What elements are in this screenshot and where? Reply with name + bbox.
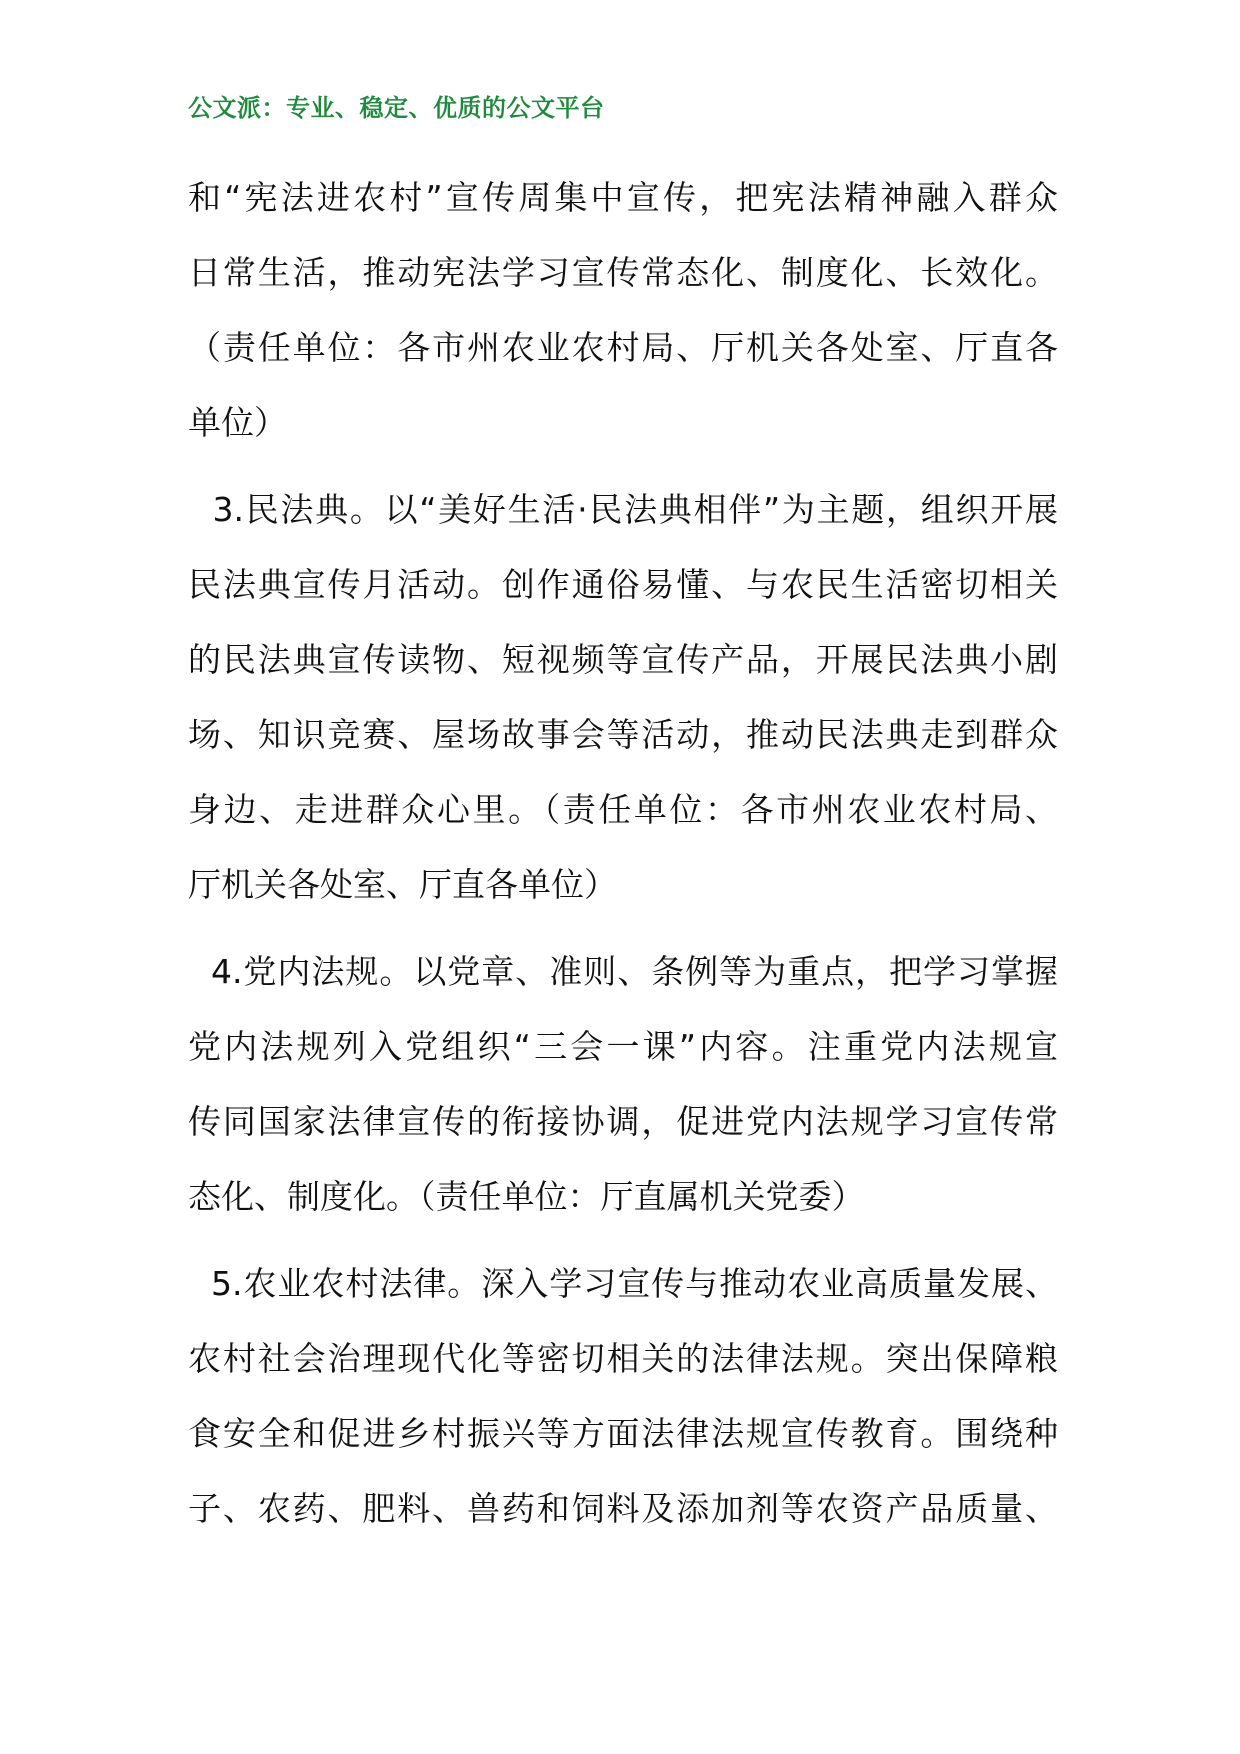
- text-line: 和“宪法进农村”宣传周集中宣传，把宪法精神融入群众: [188, 178, 1058, 217]
- text-line: 4.党内法规。以党章、准则、条例等为重点，把学习掌握: [188, 952, 1058, 991]
- paragraph-agricultural-law: [188, 1246, 1058, 1546]
- text-line: 场、知识竞赛、屋场故事会等活动，推动民法典走到群众: [188, 715, 1058, 754]
- paragraph: [188, 160, 1058, 460]
- text-line: 厅机关各处室、厅直各单位）: [188, 865, 617, 904]
- text-line: 5.农业农村法律。深入学习宣传与推动农业高质量发展、: [188, 1264, 1058, 1303]
- paragraph-civil-code: [188, 472, 1058, 922]
- text-line: 党内法规列入党组织“三会一课”内容。注重党内法规宣: [188, 1027, 1058, 1066]
- text-line: 3.民法典。以“美好生活·民法典相伴”为主题，组织开展: [188, 490, 1058, 529]
- text-line: 的民法典宣传读物、短视频等宣传产品，开展民法典小剧: [188, 640, 1058, 679]
- text-line: 态化、制度化。（责任单位：厅直属机关党委）: [188, 1177, 865, 1216]
- text-line: 子、农药、肥料、兽药和饲料及添加剂等农资产品质量、: [188, 1489, 1058, 1528]
- paragraph-party-regulations: [188, 934, 1058, 1234]
- document-body: [188, 160, 1058, 1546]
- text-line: 单位）: [188, 403, 287, 442]
- text-line: 农村社会治理现代化等密切相关的法律法规。突出保障粮: [188, 1339, 1058, 1378]
- text-line: 民法典宣传月活动。创作通俗易懂、与农民生活密切相关: [188, 565, 1058, 604]
- header-title: 公文派：专业、稳定、优质的公文平台: [188, 94, 605, 122]
- text-line: 食安全和促进乡村振兴等方面法律法规宣传教育。围绕种: [188, 1414, 1058, 1453]
- text-line: （责任单位：各市州农业农村局、厅机关各处室、厅直各: [188, 328, 1058, 367]
- text-line: 身边、走进群众心里。（责任单位：各市州农业农村局、: [188, 790, 1058, 829]
- text-line: 传同国家法律宣传的衔接协调，促进党内法规学习宣传常: [188, 1102, 1058, 1141]
- text-line: 日常生活，推动宪法学习宣传常态化、制度化、长效化。: [188, 253, 1058, 292]
